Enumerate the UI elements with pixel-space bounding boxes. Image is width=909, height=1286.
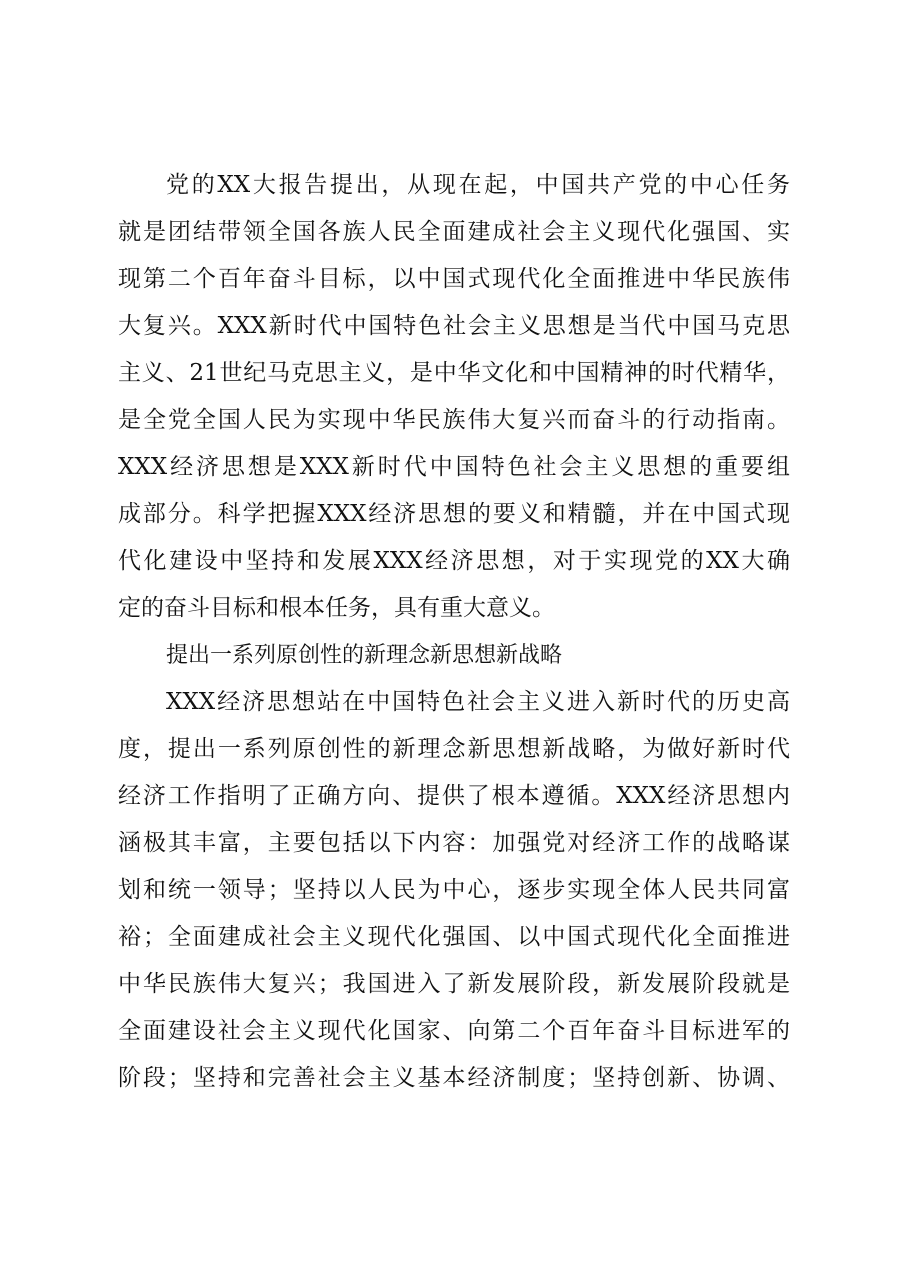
- paragraph-line: 现第二个百年奋斗目标，以中国式现代化全面推进中华民族伟: [118, 266, 790, 292]
- paragraph-line: 度，提出一系列原创性的新理念新思想新战略，为做好新时代: [118, 736, 790, 762]
- paragraph-line: 定的奋斗目标和根本任务，具有重大意义。: [118, 595, 555, 621]
- paragraph-line: 成部分。科学把握XXX经济思想的要义和精髓，并在中国式现: [118, 501, 790, 527]
- paragraph-line: 阶段；坚持和完善社会主义基本经济制度；坚持创新、协调、: [118, 1065, 790, 1091]
- paragraph-line: 就是团结带领全国各族人民全面建成社会主义现代化强国、实: [118, 219, 790, 245]
- paragraph-line: 是全党全国人民为实现中华民族伟大复兴而奋斗的行动指南。: [118, 407, 790, 433]
- paragraph-line: 主义、21世纪马克思主义，是中华文化和中国精神的时代精华，: [118, 360, 790, 386]
- paragraph-main: [118, 679, 790, 1102]
- paragraph-line: 经济工作指明了正确方向、提供了根本遵循。XXX经济思想内: [118, 783, 790, 809]
- paragraph-line: XXX经济思想站在中国特色社会主义进入新时代的历史高: [166, 689, 790, 715]
- paragraph-line: 裕；全面建成社会主义现代化强国、以中国式现代化全面推进: [118, 924, 790, 950]
- paragraph-line: 划和统一领导；坚持以人民为中心，逐步实现全体人民共同富: [118, 877, 790, 903]
- paragraph-line: 大复兴。XXX新时代中国特色社会主义思想是当代中国马克思: [118, 313, 790, 339]
- section-heading: 提出一系列原创性的新理念新思想新战略: [166, 643, 563, 668]
- paragraph-line: 全面建设社会主义现代化国家、向第二个百年奋斗目标进军的: [118, 1018, 790, 1044]
- paragraph-line: XXX经济思想是XXX新时代中国特色社会主义思想的重要组: [118, 454, 790, 480]
- paragraph-line: 代化建设中坚持和发展XXX经济思想，对于实现党的XX大确: [118, 548, 790, 574]
- paragraph-line: 涵极其丰富，主要包括以下内容：加强党对经济工作的战略谋: [118, 830, 790, 856]
- paragraph-line: 中华民族伟大复兴；我国进入了新发展阶段，新发展阶段就是: [118, 971, 790, 997]
- document-body: [118, 162, 790, 1102]
- paragraph-line: 党的XX大报告提出，从现在起，中国共产党的中心任务: [166, 172, 790, 198]
- paragraph-intro: [118, 162, 790, 632]
